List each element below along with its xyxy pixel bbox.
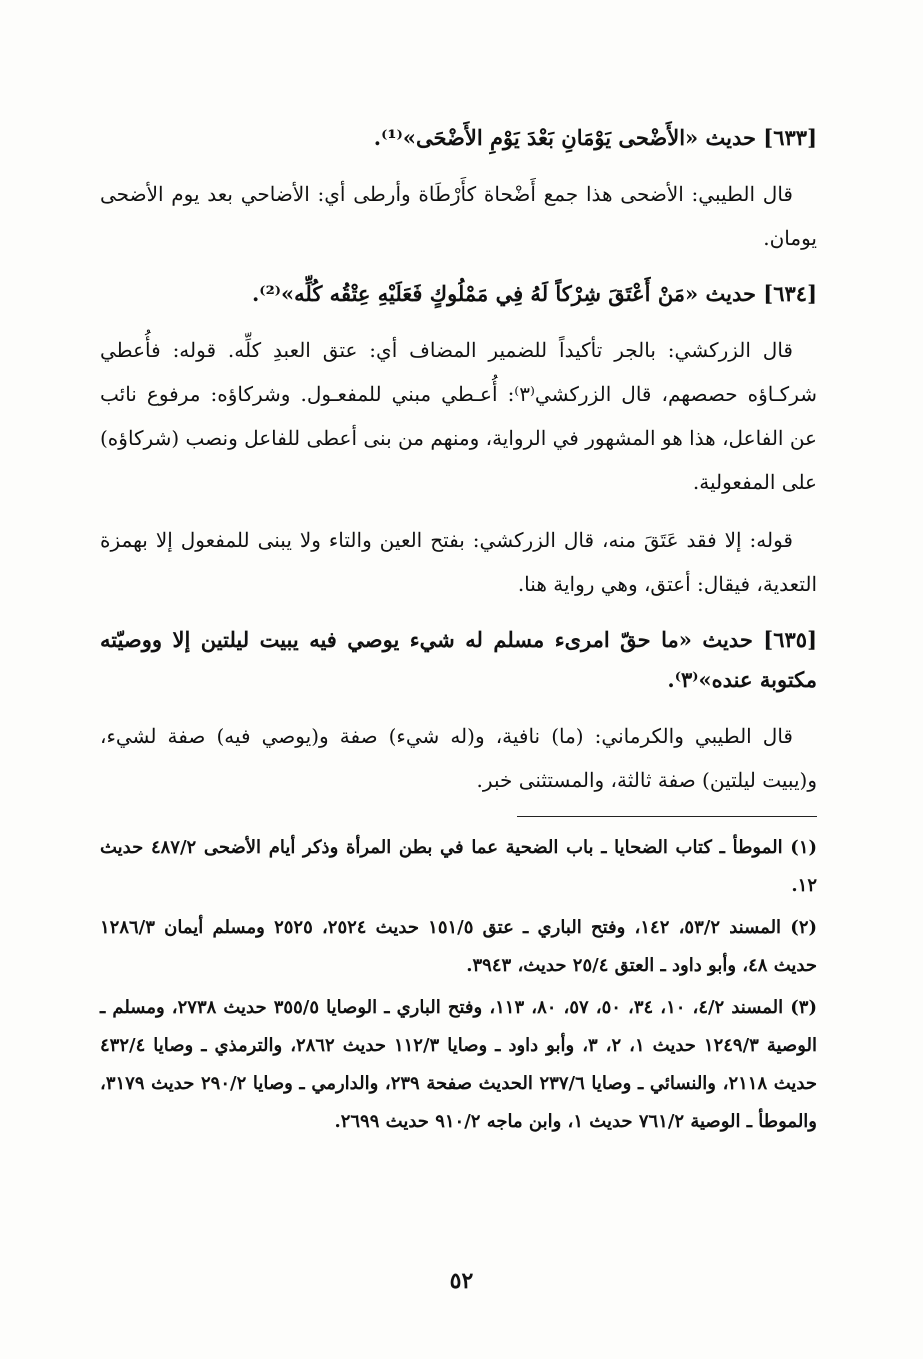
page-number: ٥٢ <box>449 1268 474 1294</box>
hadith-heading-633 <box>100 118 817 158</box>
entry-number: [٦٣٣] <box>763 125 817 150</box>
commentary-paragraph: قال الطيبي والكرماني: (ما) نافية، و(له شيء) صفة و(يوصي فيه) صفة لشيء، و(يبيت ليلتين) صفة ثالثة، والمستثنى خبر. <box>100 724 817 792</box>
hadith-text: حديث «ما حقّ امرىء مسلم له شيء يوصي فيه يبيت ليلتين إلا ووصيّته مكتوبة عنده»⁽٣⁾. <box>100 627 817 692</box>
entry-number: [٦٣٥] <box>763 627 818 652</box>
commentary-paragraph: قال الزركشي: بالجر تأكيداً للضمير المضاف أي: عتق العبدِ كلِّه. قوله: فأُعطي شركـاؤه حصصهم، قال الزركشي⁽٣⁾: أُعـطي مبني للمفعـول. وشركاؤه: مرفوع نائب عن الفاعل، هذا هو المشهور في الرواية، ومنهم من بنى أعطى للفاعل ونصب (شركاؤه) على المفعولية. <box>100 338 817 494</box>
hadith-text: حديث «مَنْ أَعْتَقَ شِرْكاً لَهُ فِي مَمْلُوكٍ فَعَلَيْهِ عِتْقُه كُلِّه»⁽²⁾. <box>252 281 756 306</box>
hadith-heading-634 <box>100 274 817 314</box>
footnote-separator <box>517 816 817 817</box>
footnote-3: (٣) المسند ٤/٢، ١٠، ٣٤، ٥٠، ٥٧، ٨٠، ١١٣، وفتح الباري ـ الوصايا ٣٥٥/٥ حديث ٢٧٣٨، ومسلم ـ الوصية ١٢٤٩/٣ حديث ١، ٢، ٣، وأبو داود ـ وصايا ١١٢/٣ حديث ٢٨٦٢، والترمذي ـ وصايا ٤٣٢/٤ حديث ٢١١٨، والنسائي ـ وصايا ٢٣٧/٦ الحديث صفحة ٢٣٩، والدارمي ـ وصايا ٢٩٠/٢ حديث ٣١٧٩، والموطأ ـ الوصية ٧٦١/٢ حديث ١، وابن ماجه ٩١٠/٢ حديث ٢٦٩٩. <box>100 997 817 1132</box>
commentary-paragraph: قال الطيبي: الأضحى هذا جمع أَضْحاة كأَرْطَاة وأرطى أي: الأضاحي بعد يوم الأضحى يومان. <box>100 182 817 250</box>
footnote-2: (٢) المسند ٥٣/٢، ١٤٢، وفتح الباري ـ عتق ١٥١/٥ حديث ٢٥٢٤، ٢٥٢٥ ومسلم أيمان ١٢٨٦/٣ حديث ٤٨، وأبو داود ـ العتق ٢٥/٤ حديث، ٣٩٤٣. <box>100 917 818 976</box>
entry-number: [٦٣٤] <box>763 281 817 306</box>
commentary-paragraph: قوله: إلا فقد عَتَقَ منه، قال الزركشي: بفتح العين والتاء ولا يبنى للمفعول إلا بهمزة التعدية، فيقال: أعتق، وهي رواية هنا. <box>100 528 817 596</box>
hadith-text: حديث «الأَضْحى يَوْمَانِ بَعْدَ يَوْمِ الأَضْحَى»⁽¹⁾. <box>373 125 756 150</box>
hadith-heading-635 <box>100 620 817 700</box>
footnote-1: (١) الموطأ ـ كتاب الضحايا ـ باب الضحية عما في بطن المرأة وذكر أيام الأضحى ٤٨٧/٢ حديث ١٢. <box>100 837 818 896</box>
